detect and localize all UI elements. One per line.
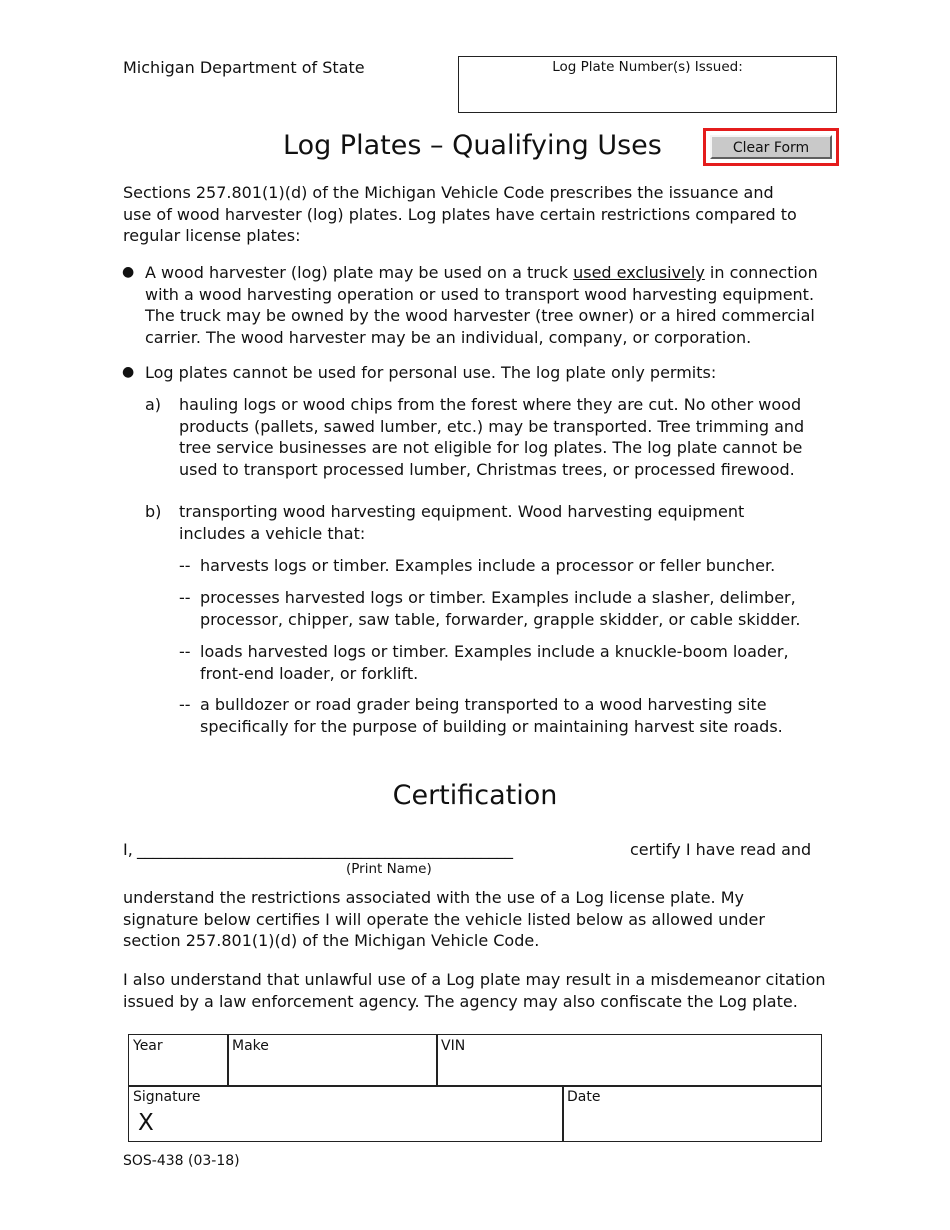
- sub-item-processes: [200, 587, 800, 630]
- print-name-field[interactable]: _______________________________________________: [137, 840, 513, 859]
- form-code: SOS-438 (03-18): [123, 1153, 240, 1169]
- dash-marker: --: [179, 556, 191, 575]
- page-title: Log Plates – Qualifying Uses: [283, 130, 662, 161]
- unlawful-use-paragraph: [123, 969, 826, 1012]
- bullet-icon: ●: [122, 364, 135, 380]
- year-field[interactable]: [128, 1034, 229, 1087]
- agency-name: Michigan Department of State: [123, 58, 365, 77]
- make-field[interactable]: [227, 1034, 438, 1087]
- dash-marker: --: [179, 642, 191, 661]
- certification-paragraph: [123, 887, 765, 952]
- sub-item-line: harvests logs or timber. Examples include a processor or feller buncher.: [200, 556, 776, 575]
- sub-item-line: a bulldozer or road grader being transported to a wood harvesting site: [200, 695, 767, 714]
- intro-line: Sections 257.801(1)(d) of the Michigan Vehicle Code prescribes the issuance and: [123, 183, 774, 202]
- item-line: tree service businesses are not eligible for log plates. The log plate cannot be: [179, 438, 803, 457]
- sub-item-bulldozer: [200, 694, 783, 737]
- item-a-label: a): [145, 395, 162, 414]
- print-name-caption: (Print Name): [346, 861, 432, 877]
- bullet-line: [145, 262, 818, 284]
- bullet-text: in connection: [704, 263, 818, 282]
- date-field[interactable]: [562, 1085, 822, 1142]
- date-label: Date: [567, 1089, 601, 1105]
- clear-form-button-frame: [703, 128, 839, 166]
- sub-item-line: front-end loader, or forklift.: [200, 663, 419, 683]
- item-line: includes a vehicle that:: [179, 523, 366, 543]
- emphasis-used-exclusively: used exclusively: [573, 263, 705, 282]
- dash-marker: --: [179, 588, 191, 607]
- sub-item-line: processor, chipper, saw table, forwarder, grapple skidder, or cable skidder.: [200, 609, 801, 629]
- cert-line: issued by a law enforcement agency. The agency may also confiscate the Log plate.: [123, 991, 798, 1011]
- cert-line: section 257.801(1)(d) of the Michigan Vehicle Code.: [123, 931, 540, 950]
- signature-field[interactable]: [128, 1085, 564, 1142]
- bullet-line: with a wood harvesting operation or used to transport wood harvesting equipment.: [145, 284, 815, 304]
- signature-x-mark: X: [138, 1110, 154, 1136]
- make-label: Make: [232, 1038, 269, 1054]
- cert-line: understand the restrictions associated with the use of a Log license plate. My: [123, 888, 744, 907]
- vin-label: VIN: [441, 1038, 466, 1054]
- bullet-icon: ●: [122, 264, 135, 280]
- item-a-text: [179, 394, 804, 480]
- log-plate-number-label: Log Plate Number(s) Issued:: [552, 59, 743, 75]
- item-line: hauling logs or wood chips from the forest where they are cut. No other wood: [179, 395, 802, 414]
- sub-item-line: loads harvested logs or timber. Examples include a knuckle-boom loader,: [200, 642, 789, 661]
- intro-line: regular license plates:: [123, 226, 301, 245]
- item-line: transporting wood harvesting equipment. Wood harvesting equipment: [179, 502, 745, 521]
- sub-item-line: specifically for the purpose of building or maintaining harvest site roads.: [200, 716, 783, 736]
- year-label: Year: [133, 1038, 163, 1054]
- bullet-text: A wood harvester (log) plate may be used on a truck: [145, 263, 574, 282]
- vehicle-signature-table: [128, 1034, 822, 1142]
- intro-line: use of wood harvester (log) plates. Log plates have certain restrictions compared to: [123, 204, 797, 224]
- clear-form-button[interactable]: Clear Form: [710, 135, 832, 159]
- certification-prefix: I,: [123, 840, 133, 859]
- item-line: used to transport processed lumber, Christmas trees, or processed firewood.: [179, 459, 795, 479]
- cert-line: signature below certifies I will operate the vehicle listed below as allowed under: [123, 909, 765, 929]
- bullet-line: The truck may be owned by the wood harvester (tree owner) or a hired commercial: [145, 306, 815, 325]
- vin-field[interactable]: [436, 1034, 822, 1087]
- certification-heading: Certification: [392, 780, 558, 811]
- bullet-item-personal-use: Log plates cannot be used for personal use. The log plate only permits:: [145, 363, 717, 382]
- certification-suffix: certify I have read and: [630, 840, 812, 859]
- intro-paragraph: [123, 182, 797, 247]
- bullet-item-exclusive-use: [145, 262, 818, 348]
- cert-line: I also understand that unlawful use of a Log plate may result in a misdemeanor citation: [123, 970, 826, 989]
- item-line: products (pallets, sawed lumber, etc.) may be transported. Tree trimming and: [179, 416, 805, 436]
- item-b-text: [179, 501, 744, 544]
- log-plate-number-field[interactable]: [458, 56, 837, 113]
- dash-marker: --: [179, 695, 191, 714]
- sub-item-loads: [200, 641, 789, 684]
- item-b-label: b): [145, 502, 162, 521]
- sub-item-line: processes harvested logs or timber. Examples include a slasher, delimber,: [200, 588, 796, 607]
- bullet-line: carrier. The wood harvester may be an individual, company, or corporation.: [145, 327, 752, 347]
- signature-label: Signature: [133, 1089, 201, 1105]
- sub-item-harvests: [200, 555, 775, 577]
